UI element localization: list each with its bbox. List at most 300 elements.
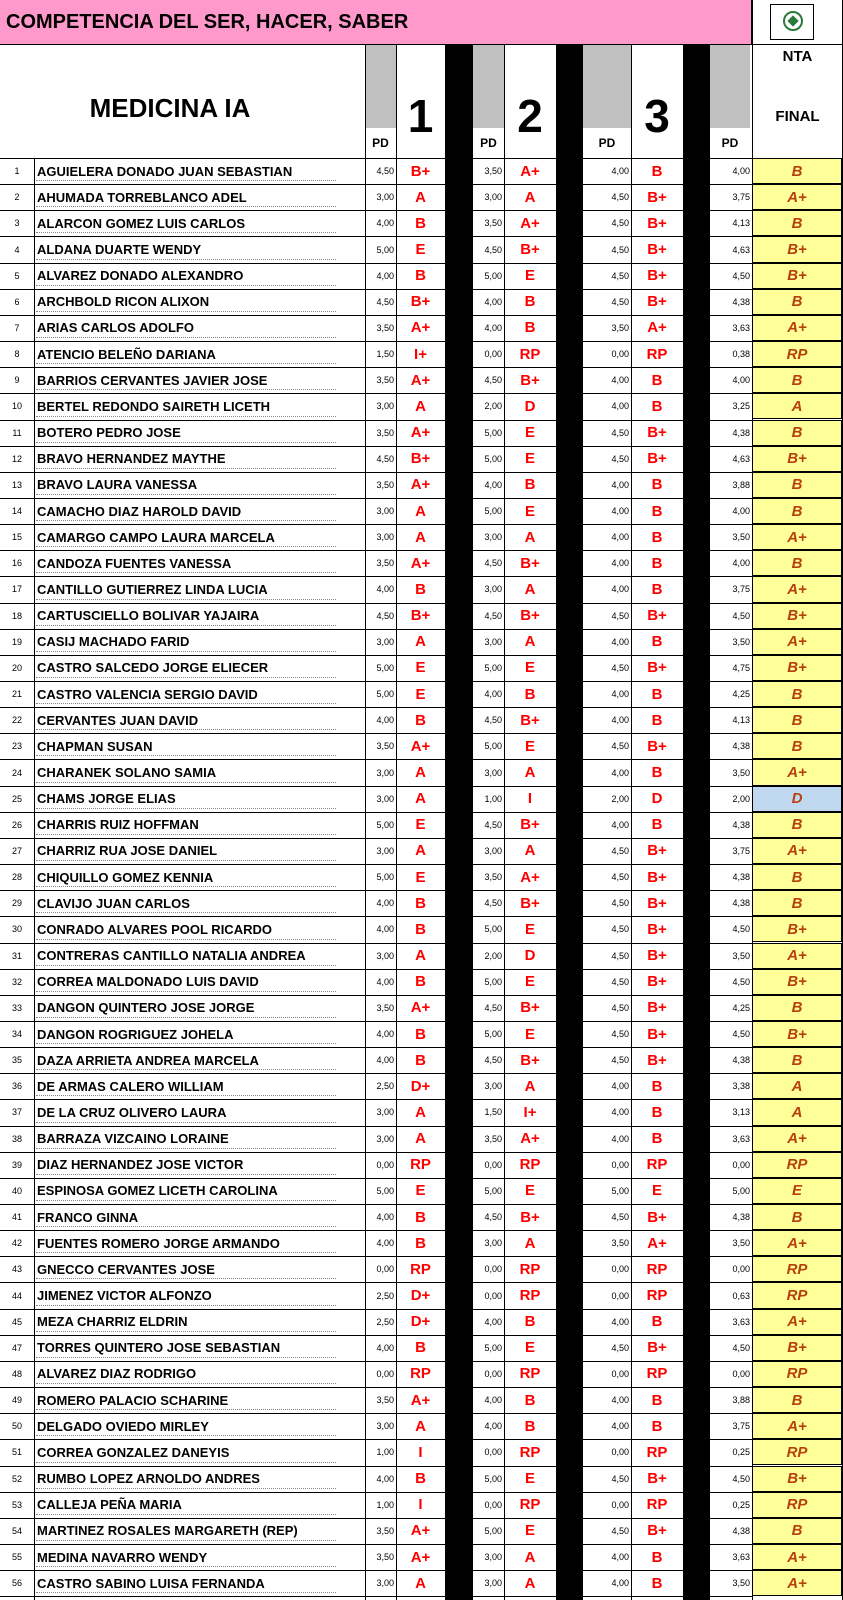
row-number: 22 <box>11 715 22 726</box>
name-underline <box>36 442 336 443</box>
row-number: 32 <box>11 976 22 987</box>
pd-score-1: 2,50 <box>376 1316 394 1327</box>
pd-score-2: 3,50 <box>484 166 502 177</box>
pd-score-3: 0,00 <box>611 1159 629 1170</box>
pd-score-1: 3,00 <box>376 845 394 856</box>
grade-1: B+ <box>410 607 431 625</box>
name-underline <box>36 599 336 600</box>
name-underline <box>36 494 336 495</box>
grade-1: E <box>415 659 426 677</box>
final-grade: B <box>752 289 842 315</box>
pd-score-1: 3,00 <box>376 1133 394 1144</box>
pd-score-final: 3,50 <box>732 1238 750 1249</box>
pd-score-final: 0,00 <box>732 1264 750 1275</box>
grade-2: B <box>524 319 536 337</box>
pd-score-1: 4,00 <box>376 218 394 229</box>
name-underline <box>36 703 336 704</box>
row-number: 37 <box>11 1107 22 1118</box>
pd-score-3: 4,50 <box>611 662 629 673</box>
grade-1: B+ <box>410 162 431 180</box>
grade-2: A <box>524 188 536 206</box>
grade-2: E <box>524 1182 535 1200</box>
grade-1: I+ <box>414 345 427 363</box>
grade-3: B <box>651 1548 663 1566</box>
pd-score-3: 4,00 <box>611 715 629 726</box>
pd-score-1: 3,50 <box>376 427 394 438</box>
pd-score-2: 4,50 <box>484 898 502 909</box>
pd-score-2: 5,00 <box>484 924 502 935</box>
pd-score-3: 4,50 <box>611 270 629 281</box>
pd-score-final: 4,63 <box>732 244 750 255</box>
grade-3: B <box>651 1313 663 1331</box>
pd-score-final: 0,25 <box>732 1499 750 1510</box>
final-grade: B <box>752 681 842 707</box>
row-number: 39 <box>11 1159 22 1170</box>
final-grade: E <box>752 1178 842 1204</box>
pd-score-3: 4,50 <box>611 976 629 987</box>
name-underline <box>36 912 336 913</box>
name-underline <box>36 1148 336 1149</box>
pd-score-final: 4,38 <box>732 819 750 830</box>
pd-score-1: 4,00 <box>376 1029 394 1039</box>
row-number: 13 <box>11 479 22 490</box>
pd-score-3: 2,00 <box>611 793 629 804</box>
pd-score-2: 0,00 <box>484 1159 502 1170</box>
pd-score-final: 3,63 <box>732 1133 750 1144</box>
pd-score-final: 5,00 <box>732 1185 750 1196</box>
pd-score-1: 1,00 <box>376 1447 394 1458</box>
final-grade: RP <box>752 341 842 367</box>
final-grade: A+ <box>752 576 842 602</box>
final-grade: RP <box>752 1282 842 1308</box>
grade-2: B <box>524 685 536 703</box>
grade-3: B <box>651 816 663 834</box>
name-underline <box>36 808 336 809</box>
pd-score-3: 4,50 <box>611 872 629 883</box>
grade-1: A <box>415 1130 426 1148</box>
pd-score-final: 0,63 <box>732 1290 750 1301</box>
pd-score-3: 4,00 <box>611 166 629 177</box>
grade-1: B <box>415 920 426 938</box>
pd-score-final: 3,50 <box>732 532 750 543</box>
pd-score-2: 3,00 <box>484 845 502 856</box>
pd-score-1: 3,50 <box>376 375 394 386</box>
grade-3: B+ <box>647 920 667 938</box>
pd-score-1: 3,50 <box>376 1395 394 1406</box>
grade-2: RP <box>519 1287 541 1304</box>
pd-score-3: 5,00 <box>611 1185 629 1196</box>
competency-number-1: 1 <box>407 90 434 142</box>
grade-2: B+ <box>520 554 540 572</box>
row-number: 12 <box>11 453 22 464</box>
number-column-divider <box>34 158 35 1600</box>
pd-score-2: 4,00 <box>484 479 502 490</box>
final-grade: A <box>752 1099 842 1125</box>
pd-score-2: 5,00 <box>484 976 502 987</box>
grade-1: A <box>415 1103 426 1121</box>
grade-1: A <box>415 502 426 520</box>
pd-score-3: 4,00 <box>611 819 629 830</box>
pd-score-1: 3,00 <box>376 950 394 961</box>
grade-2: B+ <box>520 894 540 912</box>
pd-score-1: 4,50 <box>376 166 394 177</box>
name-underline <box>36 729 336 730</box>
name-underline <box>36 1043 336 1044</box>
final-grade: RP <box>752 1256 842 1282</box>
pd-score-2: 4,50 <box>484 1002 502 1013</box>
grade-3: RP <box>646 345 668 363</box>
grade-3: B+ <box>647 424 667 442</box>
pd-score-final: 0,00 <box>732 1159 750 1170</box>
pd-score-2: 3,00 <box>484 192 502 203</box>
grade-1: E <box>415 685 426 703</box>
competency-number-3: 3 <box>644 90 670 142</box>
row-number: 19 <box>11 636 22 647</box>
row-number: 20 <box>11 662 22 673</box>
student-name: CANTILLO GUTIERREZ LINDA LUCIA <box>37 581 268 597</box>
grade-1: A+ <box>410 999 431 1017</box>
pd-score-1: 0,00 <box>376 1368 394 1379</box>
grade-3: B <box>651 711 663 729</box>
pd-score-2: 5,00 <box>484 506 502 516</box>
grade-3: B <box>651 685 663 703</box>
pd-score-final: 4,50 <box>732 1342 750 1353</box>
pd-score-2: 3,50 <box>484 872 502 883</box>
pd-score-final: 0,25 <box>732 1447 750 1458</box>
student-name: FRANCO GINNA <box>37 1209 139 1225</box>
name-underline <box>36 1122 336 1123</box>
pd-score-1: 1,50 <box>376 349 394 360</box>
grade-1: A+ <box>410 1522 431 1540</box>
grade-2: A <box>524 633 536 651</box>
final-grade: A+ <box>752 838 842 864</box>
grade-1: D+ <box>410 1313 431 1331</box>
student-name: BRAVO HERNANDEZ MAYTHE <box>37 451 226 467</box>
final-grade: B+ <box>752 1466 842 1492</box>
grade-3: B+ <box>647 607 667 625</box>
pd-score-1: 4,00 <box>376 924 394 935</box>
grade-2: B <box>524 476 536 494</box>
pd-score-final: 3,75 <box>732 845 750 856</box>
pd-score-2: 4,50 <box>484 610 502 621</box>
row-number: 26 <box>11 819 22 830</box>
row-number: 36 <box>11 1081 22 1092</box>
student-name: DAZA ARRIETA ANDREA MARCELA <box>37 1052 259 1068</box>
pd-score-final: 3,50 <box>732 950 750 961</box>
student-name: AHUMADA TORREBLANCO ADEL <box>37 189 247 205</box>
pd-score-3: 4,50 <box>611 427 629 438</box>
grade-3: B+ <box>647 1522 667 1540</box>
grade-2: RP <box>519 345 541 363</box>
final-label-nta: NTA <box>782 48 813 65</box>
final-grade: B <box>752 812 842 838</box>
final-grade: B <box>752 158 842 184</box>
pd-column-3-header <box>583 44 631 128</box>
student-name: ARCHBOLD RICON ALIXON <box>37 294 210 310</box>
grade-2: A <box>524 842 536 860</box>
pd-score-3: 0,00 <box>611 1368 629 1379</box>
separator-1 <box>445 44 473 1600</box>
row-number: 1 <box>14 166 20 177</box>
row-number: 54 <box>11 1525 22 1536</box>
grade-1: A <box>415 188 426 206</box>
grade-3: RP <box>646 1260 668 1278</box>
pd-score-1: 3,50 <box>376 479 394 490</box>
name-underline <box>36 520 336 521</box>
pd-score-1: 4,00 <box>376 715 394 726</box>
separator-3 <box>683 44 710 1600</box>
grade-1: A+ <box>410 476 431 494</box>
name-underline <box>36 860 336 861</box>
name-underline <box>36 1357 336 1358</box>
final-grade: B <box>752 1518 842 1544</box>
pd-score-2: 4,50 <box>484 1212 502 1223</box>
pd-score-3: 4,50 <box>611 453 629 464</box>
grade-3: B+ <box>647 737 667 755</box>
final-grade: B <box>752 890 842 916</box>
pd-score-2: 4,00 <box>484 1316 502 1327</box>
grade-2: A+ <box>520 868 540 886</box>
pd-score-3: 4,50 <box>611 924 629 935</box>
grade-2: B+ <box>520 1051 540 1069</box>
student-name: ALVAREZ DIAZ RODRIGO <box>37 1366 197 1382</box>
grade-3: A+ <box>647 319 667 337</box>
name-underline <box>36 311 336 312</box>
pd-score-2: 0,00 <box>484 349 502 360</box>
name-underline <box>36 651 336 652</box>
final-grade: B <box>752 367 842 393</box>
row-number: 3 <box>14 218 20 229</box>
grade-3: B <box>651 1417 663 1435</box>
pd-score-3: 4,00 <box>611 506 629 516</box>
final-grade: RP <box>752 1152 842 1178</box>
pd-score-3: 4,00 <box>611 1107 629 1118</box>
pd-score-final: 3,50 <box>732 767 750 778</box>
grade-2: RP <box>519 1365 541 1383</box>
pd-score-3: 4,00 <box>611 1552 629 1562</box>
grade-1: E <box>415 816 426 834</box>
pd-score-2: 4,00 <box>484 296 502 307</box>
final-grade: B+ <box>752 916 842 942</box>
grade-2: A <box>524 528 536 546</box>
grade-1: RP <box>410 1365 431 1383</box>
pd-score-final: 4,00 <box>732 558 750 569</box>
grade-3: B+ <box>647 267 667 285</box>
grade-1: A <box>415 790 426 808</box>
row-number: 45 <box>11 1316 22 1327</box>
name-underline <box>36 1305 336 1306</box>
grade-1: E <box>415 241 426 258</box>
final-grade: B <box>752 498 842 524</box>
pd-score-final: 2,00 <box>732 793 750 804</box>
pd-score-1: 3,00 <box>376 192 394 203</box>
final-grade: B <box>752 1047 842 1073</box>
row-number: 10 <box>11 401 22 412</box>
final-grade: B+ <box>752 1335 842 1361</box>
grade-2: A <box>524 580 536 598</box>
row-number: 9 <box>14 375 20 386</box>
pd-score-2: 0,00 <box>484 1264 502 1275</box>
student-name: CALLEJA PEÑA MARIA <box>37 1497 182 1513</box>
pd-score-1: 3,50 <box>376 558 394 569</box>
pd-label-3: PD <box>598 136 616 150</box>
name-underline <box>36 834 336 835</box>
pd-score-2: 3,00 <box>484 636 502 647</box>
student-name: TORRES QUINTERO JOSE SEBASTIAN <box>37 1340 281 1356</box>
row-number: 21 <box>11 689 22 700</box>
grade-2: E <box>524 424 535 442</box>
grade-1: B <box>415 894 426 912</box>
pd-score-final: 3,75 <box>732 1421 750 1432</box>
row-number: 8 <box>14 349 20 360</box>
pd-score-3: 4,00 <box>611 401 629 412</box>
grade-1: A+ <box>410 424 431 442</box>
course-title: MEDICINA IA <box>89 93 251 123</box>
pd-score-2: 4,50 <box>484 715 502 726</box>
pd-score-final: 4,38 <box>732 1212 750 1223</box>
pd-score-3: 4,50 <box>611 1002 629 1013</box>
name-underline <box>36 677 336 678</box>
pd-score-2: 3,00 <box>484 1081 502 1092</box>
grade-2: D <box>524 947 536 965</box>
grade-2: I <box>527 790 533 808</box>
pd-score-2: 4,00 <box>484 1395 502 1406</box>
grade-1: A+ <box>410 1391 431 1409</box>
final-grade: RP <box>752 1439 842 1465</box>
grade-3: B+ <box>647 999 667 1017</box>
pd-score-3: 4,00 <box>611 584 629 595</box>
pd-score-2: 5,00 <box>484 1342 502 1353</box>
name-underline <box>36 1488 336 1489</box>
pd-score-2: 5,00 <box>484 453 502 464</box>
pd-score-final: 4,50 <box>732 976 750 987</box>
name-underline <box>36 755 336 756</box>
grade-3: B <box>651 371 663 389</box>
grade-1: B <box>415 1234 426 1252</box>
grade-1: B <box>415 214 426 232</box>
grade-2: A <box>524 1548 536 1566</box>
grade-2: B <box>524 1417 536 1435</box>
pd-score-3: 4,50 <box>611 1525 629 1536</box>
grade-3: A+ <box>647 1234 667 1252</box>
name-underline <box>36 1383 336 1384</box>
row-number: 11 <box>12 427 22 438</box>
grade-1: B+ <box>410 293 431 311</box>
grade-3: B+ <box>647 973 667 991</box>
grade-3: B <box>651 1103 663 1121</box>
name-underline <box>36 1095 336 1096</box>
grade-1: A <box>415 528 426 546</box>
pd-score-3: 4,50 <box>611 845 629 856</box>
student-name: BARRIOS CERVANTES JAVIER JOSE <box>37 372 268 388</box>
student-name: DE LA CRUZ OLIVERO LAURA <box>37 1104 227 1120</box>
grade-1: A+ <box>410 554 431 572</box>
pd-score-1: 3,50 <box>376 1525 394 1536</box>
final-grade: B+ <box>752 1021 842 1047</box>
final-grade: A+ <box>752 629 842 655</box>
student-name: CASIJ MACHADO FARID <box>37 634 190 650</box>
student-name: CASTRO SALCEDO JORGE ELIECER <box>37 660 269 676</box>
pd-score-1: 3,00 <box>376 506 394 516</box>
name-underline <box>36 232 336 233</box>
pd-score-3: 0,00 <box>611 1290 629 1301</box>
student-name: ALVAREZ DONADO ALEXANDRO <box>37 268 244 284</box>
pd-score-1: 4,00 <box>376 898 394 909</box>
pd-score-3: 3,50 <box>611 322 629 333</box>
row-number: 14 <box>11 506 22 516</box>
name-underline <box>36 1435 336 1436</box>
pd-score-3: 4,50 <box>611 950 629 961</box>
grade-2: A <box>524 1077 536 1095</box>
pd-score-2: 5,00 <box>484 1029 502 1039</box>
name-underline <box>36 1592 336 1593</box>
name-underline <box>36 965 336 966</box>
grade-2: A <box>524 1574 536 1592</box>
student-name: CONTRERAS CANTILLO NATALIA ANDREA <box>37 948 306 964</box>
student-name: AGUIELERA DONADO JUAN SEBASTIAN <box>37 163 293 179</box>
student-name: CHARANEK SOLANO SAMIA <box>37 765 217 780</box>
pd-score-1: 3,50 <box>376 1552 394 1562</box>
pd-score-final: 3,63 <box>732 322 750 333</box>
pd-score-1: 5,00 <box>376 689 394 700</box>
row-number: 56 <box>11 1578 22 1589</box>
pd-score-final: 4,38 <box>732 1525 750 1536</box>
pd-label-1: PD <box>372 136 389 150</box>
pd-score-2: 0,00 <box>484 1368 502 1379</box>
pd-score-1: 4,00 <box>376 1342 394 1353</box>
grade-1: RP <box>410 1260 431 1278</box>
row-number: 31 <box>11 950 22 961</box>
grade-1: A+ <box>410 1548 431 1566</box>
pd-score-2: 4,50 <box>484 558 502 569</box>
pd-score-1: 4,00 <box>376 270 394 281</box>
pd-score-final: 3,50 <box>732 1578 750 1589</box>
student-name: DIAZ HERNANDEZ JOSE VICTOR <box>37 1157 244 1173</box>
student-name: ARIAS CARLOS ADOLFO <box>37 320 194 336</box>
row-number: 55 <box>11 1552 22 1562</box>
pd-score-1: 3,00 <box>376 1578 394 1589</box>
student-name: ATENCIO BELEÑO DARIANA <box>37 346 216 362</box>
row-number: 4 <box>14 244 20 255</box>
pd-score-final: 3,88 <box>732 479 750 490</box>
pd-score-2: 4,50 <box>484 244 502 255</box>
pd-score-1: 3,00 <box>376 401 394 412</box>
pd-score-final: 3,63 <box>732 1552 750 1562</box>
name-underline <box>36 1174 336 1175</box>
pd-score-1: 4,00 <box>376 1238 394 1249</box>
grade-2: RP <box>519 1260 541 1278</box>
grade-3: B+ <box>647 214 667 232</box>
pd-label-final: PD <box>721 136 739 150</box>
student-name: CANDOZA FUENTES VANESSA <box>37 555 232 571</box>
pd-score-final: 3,50 <box>732 636 750 647</box>
row-number: 18 <box>11 610 22 621</box>
grade-1: A <box>415 842 426 860</box>
grade-2: E <box>524 737 535 755</box>
name-underline <box>36 259 336 260</box>
final-grade: B+ <box>752 263 842 289</box>
pd-score-1: 0,00 <box>376 1264 394 1275</box>
pd-label-2: PD <box>480 136 497 150</box>
student-name: CORREA MALDONADO LUIS DAVID <box>37 974 259 990</box>
student-name: FUENTES ROMERO JORGE ARMANDO <box>37 1235 280 1251</box>
row-number: 15 <box>11 532 22 543</box>
pd-score-final: 4,25 <box>732 1002 750 1013</box>
grade-3: RP <box>646 1287 668 1304</box>
final-grade: A+ <box>752 1126 842 1152</box>
name-underline <box>36 546 336 547</box>
row-number: 52 <box>11 1473 22 1484</box>
